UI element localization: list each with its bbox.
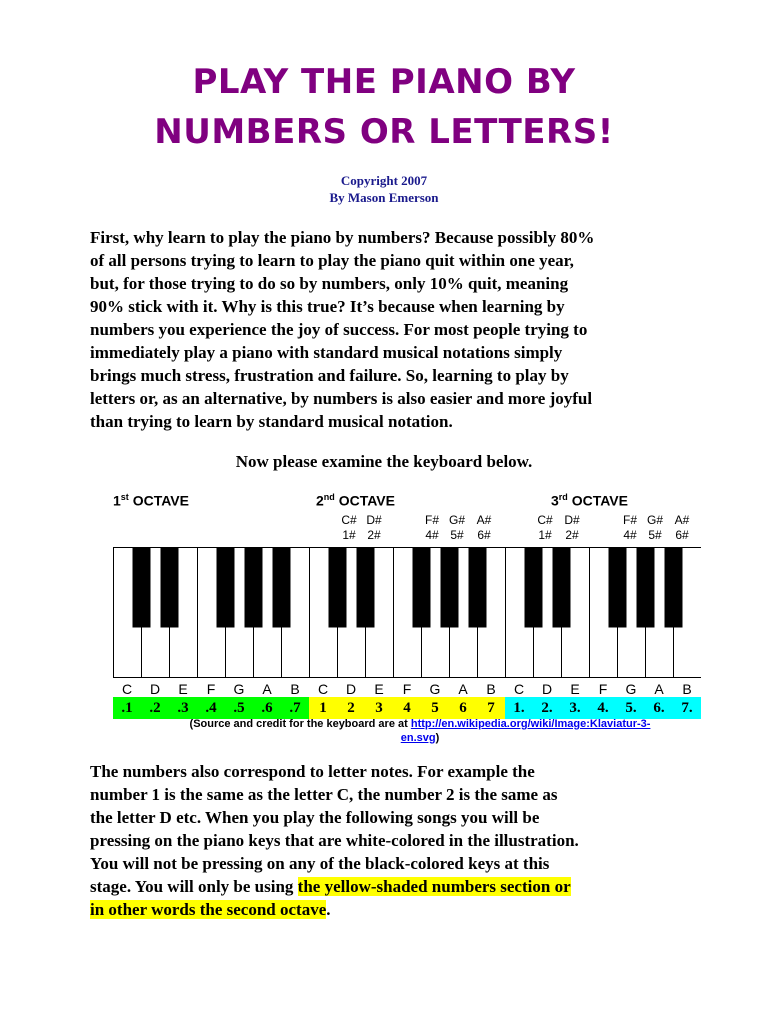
key-letter-label: E <box>178 681 188 697</box>
sharp-label <box>645 513 665 543</box>
sharp-letter: D# <box>564 513 580 527</box>
credit-suffix: ) <box>435 732 440 744</box>
sharp-number: 6# <box>675 528 689 542</box>
black-key <box>217 548 235 628</box>
sharp-number: 1# <box>538 528 552 542</box>
intro-paragraph <box>90 226 690 433</box>
black-key <box>245 548 263 628</box>
key-number-label: 5 <box>431 700 439 716</box>
para2-line: You will not be pressing on any of the black-colored keys at this <box>90 854 550 873</box>
intro-line: letters or, as an alternative, by numbers is also easier and more joyful <box>90 389 593 408</box>
key-letter-label: G <box>233 681 245 697</box>
sharp-letter: F# <box>424 513 439 527</box>
sharp-label <box>562 513 582 543</box>
sharp-number: 4# <box>425 528 439 542</box>
yellow-highlight: the yellow-shaded numbers section or <box>297 877 571 896</box>
intro-line: than trying to learn by standard musical notation. <box>90 412 453 431</box>
sharp-letter: C# <box>341 513 357 527</box>
key-letter-label: F <box>402 681 412 697</box>
key-number-label: 6 <box>459 700 467 716</box>
black-key <box>133 548 151 628</box>
sharp-number: 4# <box>623 528 637 542</box>
key-number-label: .1 <box>121 700 133 716</box>
sharp-letter: F# <box>622 513 637 527</box>
keyboard-credit <box>150 717 690 745</box>
octave-number: 1 <box>113 492 121 509</box>
link-part-1: http://en.wikipedia.org/wiki/Image:Klaviatur-3- <box>410 718 651 730</box>
key-number-label: .2 <box>149 700 161 716</box>
sharp-letter: G# <box>448 513 465 527</box>
para2-line: the letter D etc. When you play the following songs you will be <box>90 808 540 827</box>
sharp-label <box>447 513 467 543</box>
sharp-number: 2# <box>565 528 579 542</box>
copyright-line: Copyright 2007 <box>340 173 428 188</box>
intro-line: but, for those trying to do so by numbers, only 10% quit, meaning <box>90 274 569 293</box>
black-key <box>609 548 627 628</box>
key-letter-label: E <box>570 681 580 697</box>
key-letter-label: E <box>374 681 384 697</box>
octave-suffix: rd <box>558 492 568 502</box>
octave-1-heading <box>113 492 189 509</box>
piano-keyboard <box>113 547 701 679</box>
key-number-label: 1. <box>513 700 525 716</box>
para2-line: The numbers also correspond to letter notes. For example the <box>90 762 535 781</box>
para2-line <box>90 875 690 898</box>
sharp-label <box>535 513 555 543</box>
octave-3-heading <box>551 492 628 509</box>
sharp-label <box>620 513 640 543</box>
intro-line: of all persons trying to learn to play the piano quit within one year, <box>90 251 574 270</box>
page-title-line-2: NUMBERS OR LETTERS! <box>154 112 614 152</box>
sharp-number: 6# <box>477 528 491 542</box>
octave-suffix: nd <box>323 492 335 502</box>
key-letter-label: C <box>317 681 329 697</box>
black-key <box>161 548 179 628</box>
black-key <box>357 548 375 628</box>
credit-prefix: (Source and credit for the keyboard are at <box>189 718 411 730</box>
key-letter-label: D <box>541 681 553 697</box>
intro-line: 90% stick with it. Why is this true? It’s because when learning by <box>90 297 565 316</box>
key-number-label: .4 <box>205 700 217 716</box>
octave-label: OCTAVE <box>571 492 628 509</box>
black-key <box>413 548 431 628</box>
yellow-highlight: in other words the second octave <box>90 900 327 919</box>
sharp-letter: G# <box>646 513 663 527</box>
octave-number: 2 <box>316 492 324 509</box>
key-number-label: .6 <box>261 700 273 716</box>
black-key <box>273 548 291 628</box>
black-key <box>553 548 571 628</box>
black-key <box>469 548 487 628</box>
octave-number: 3 <box>551 492 559 509</box>
key-number-label: .7 <box>289 700 301 716</box>
sharp-label <box>672 513 692 543</box>
octave-label: OCTAVE <box>338 492 395 509</box>
black-key <box>665 548 683 628</box>
para2-plain-text: stage. You will only be using <box>90 877 298 896</box>
sharp-label <box>474 513 494 543</box>
black-key <box>525 548 543 628</box>
black-key <box>637 548 655 628</box>
intro-line: brings much stress, frustration and failure. So, learning to play by <box>90 366 569 385</box>
page-title-line-1: PLAY THE PIANO BY <box>192 62 576 102</box>
key-letter-label: F <box>206 681 216 697</box>
key-letter-label: C <box>121 681 133 697</box>
sharp-label <box>364 513 384 543</box>
key-letter-label: B <box>290 681 300 697</box>
intro-line: numbers you experience the joy of success. For most people trying to <box>90 320 588 339</box>
key-letter-label: D <box>345 681 357 697</box>
black-key <box>329 548 347 628</box>
para2-line: pressing on the piano keys that are white-colored in the illustration. <box>90 831 579 850</box>
sharp-label <box>339 513 359 543</box>
octave-2-heading <box>316 492 395 509</box>
key-letter-label: G <box>429 681 441 697</box>
sharp-letter: A# <box>674 513 690 527</box>
intro-line: immediately play a piano with standard musical notations simply <box>90 343 563 362</box>
link-part-2: en.svg <box>400 732 436 744</box>
key-number-label: 7. <box>681 700 693 716</box>
para2-line: number 1 is the same as the letter C, the number 2 is the same as <box>90 785 558 804</box>
sharp-letter: C# <box>537 513 553 527</box>
sharp-number: 2# <box>367 528 381 542</box>
para2-line <box>90 898 690 921</box>
sharp-number: 5# <box>648 528 662 542</box>
key-letter-label: D <box>149 681 161 697</box>
examine-keyboard-text: Now please examine the keyboard below. <box>235 452 533 471</box>
key-number-label: 6. <box>653 700 665 716</box>
intro-line: First, why learn to play the piano by numbers? Because possibly 80% <box>90 228 595 247</box>
key-number-label: 5. <box>625 700 637 716</box>
key-number-label: .5 <box>233 700 245 716</box>
key-number-label: 7 <box>487 700 495 716</box>
key-number-label: .3 <box>177 700 189 716</box>
key-letter-label: A <box>458 681 468 697</box>
key-letter-label: B <box>486 681 496 697</box>
key-letter-label: G <box>625 681 637 697</box>
sharp-label <box>422 513 442 543</box>
second-paragraph <box>90 760 690 921</box>
key-letter-label: B <box>682 681 692 697</box>
sharp-letter: A# <box>476 513 492 527</box>
key-number-label: 1 <box>319 700 327 716</box>
key-letter-label: A <box>654 681 664 697</box>
key-number-label: 2. <box>541 700 553 716</box>
key-number-label: 3 <box>375 700 383 716</box>
octave-suffix: st <box>120 492 129 502</box>
key-letter-label: F <box>598 681 608 697</box>
sharp-number: 1# <box>342 528 356 542</box>
author-line: By Mason Emerson <box>329 190 439 205</box>
key-number-label: 4. <box>597 700 609 716</box>
para2-period: . <box>326 900 331 919</box>
key-number-label: 3. <box>569 700 581 716</box>
key-letter-label: C <box>513 681 525 697</box>
key-number-label: 2 <box>347 700 355 716</box>
sharp-number: 5# <box>450 528 464 542</box>
sharp-letter: D# <box>366 513 382 527</box>
key-letter-label: A <box>262 681 272 697</box>
octave-label: OCTAVE <box>132 492 189 509</box>
black-key <box>441 548 459 628</box>
key-number-label: 4 <box>403 700 411 716</box>
